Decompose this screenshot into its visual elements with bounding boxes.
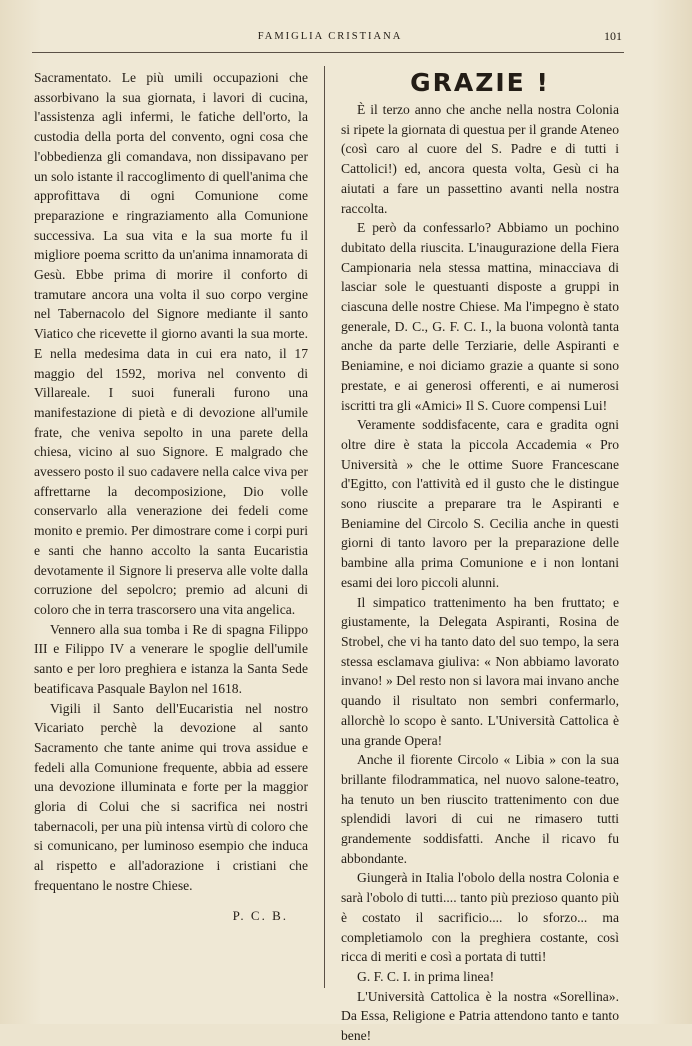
right-paragraph-4: Il simpatico trattenimento ha ben fruttato; e giustamente, la Delegata Aspiranti, Rosina de Strobel, che vi ha tanto dato del suo tempo, la sera stessa esclamava giuliva: « Non abbiamo lavorato invano! » Del resto non si lavora mai invano anche quando il risultato non sembri confermarlo, allorchè lo scopo è santo. L'Università Cattolica è una grande Opera! — [341, 594, 619, 748]
right-paragraph-7: G. F. C. I. in prima linea! — [357, 968, 495, 984]
running-head: FAMIGLIA CRISTIANA — [257, 31, 403, 42]
right-column — [341, 68, 619, 1046]
article-title: GRAZIE ! — [410, 68, 550, 97]
page-number: 101 — [604, 29, 622, 43]
right-paragraph-2: E però da confessarlo? Abbiamo un pochino dubitato della riuscita. L'inaugurazione della Fiera Campionaria nela stessa mattina, minacciava di lasciar sole le questuanti disposte a gruppi in ciascuna delle nostre Chiese. Ma l'impegno è stato generale, D. C., G. F. C. I., la buona volontà tanta anche da parte delle Terziarie, delle Aspiranti e Beniamine, e noi diciamo grazie a quante si sono prestate, e ai generosi offerenti, e ai numerosi iscritti tra gli «Amici» Il S. Cuore compensi Lui! — [341, 220, 619, 413]
right-paragraph-6: Giungerà in Italia l'obolo della nostra Colonia e sarà l'obolo di tutti.... tanto più prezioso quanto più è costato il sacrificio.... lo sforzo... ma completiamolo con la preghiera costante, così ricca di meriti e così a portata di tutti! — [341, 870, 619, 965]
left-paragraph-1: Sacramentato. Le più umili occupazioni che assorbivano la sua giornata, i lavori di cucina, l'assistenza agli infermi, le fatiche dell'orto, la custodia della porta del convento, ogni cosa che l'obbedienza gli comandava, non dissipavano per un solo istante il raccoglimento di quell'anima che approfittava di ogni Comunione come preparazione e ringraziamento alla Comunione successiva. La sua vita e la sua morte fu il migliore poema scritto da un'anima innamorata di Gesù. Ebbe prima di morire il conforto di tramutare ancora una volta il suo corpo vergine nel Tabernacolo del Signore mediante il santo Viatico che ricevette il giorno avanti la sua morte. E nella medesima data in cui era nato, il 17 maggio del 1592, moriva nel convento di Villareale. I suoi funerali furono una manifestazione di pietà e di devozione all'umile frate, che veniva sepolto in una parete della chiesa, vicino al suo Signore. E malgrado che avessero posto il suo cadavere nella calce viva per affrettarne la decomposizione, Dio volle conservarlo alla venerazione dei fedeli come monito e premio. Per dimostrare come i corpi puri e santi che hanno accolto la santa Eucaristia devotamente il Signore li preserva alle volte dalla corruzione del sepolcro; premio ad alcuni di coloro che in terra trascorsero una vita angelica. — [34, 70, 308, 617]
column-divider — [324, 66, 325, 988]
left-paragraph-2: Vennero alla sua tomba i Re di spagna Filippo III e Filippo IV a venerare le spoglie dell'umile santo e per loro preghiera e istanza la Santa Sede beatificava Pasquale Baylon nel 1618. — [34, 621, 308, 696]
right-paragraph-1: È il terzo anno che anche nella nostra Colonia si ripete la giornata di questua per il grande Ateneo (così caro al cuore del S. Padre e di tutti i Cattolici!) ed, ancora questa volta, Gesù ci ha aiutati a fare un passettino avanti nella nostra raccolta. — [341, 102, 619, 216]
left-column — [34, 68, 308, 925]
right-paragraph-8: L'Università Cattolica è la nostra «Sorellina». Da Essa, Religione e Patria attendono tanto e tanto bene! — [341, 988, 619, 1044]
page-header — [0, 31, 692, 47]
header-rule — [32, 52, 624, 53]
right-paragraph-3: Veramente soddisfacente, cara e gradita ogni oltre dire è stata la piccola Accademia « Pro Università » che le ottime Suore Francescane d'Egitto, con l'attività ed il gusto che le distingue sono riuscite a preparare tra le Aspiranti e Beniamine del Circolo S. Cecilia anche in questi giorni di tanto lavoro per la preparazione delle bambine alla prima Comunione e i non lontani esami dei loro piccoli alunni. — [341, 417, 619, 590]
left-paragraph-3: Vigili il Santo dell'Eucaristia nel nostro Vicariato perchè la devozione al santo Sacramento che tante anime qui trova assidue e fedeli alla Comunione frequente, abbia ad essere una devozione illuminata e forte per la maggior gloria di Colui che si sacrifica nei nostri tabernacoli, per una più intensa virtù di coloro che si comunicano, per luminoso esempio che induca al rispetto e all'adorazione i cristiani che frequentano le nostre Chiese. — [34, 700, 308, 893]
right-paragraph-5: Anche il fiorente Circolo « Libia » con la sua brillante filodrammatica, nel nuovo salone-teatro, ha tenuto un ben riuscito trattenimento con due splendidi lavori di cui ne rimasero tutti grandemente soddisfatti. Anche il ricavo fu abbondante. — [341, 752, 619, 866]
signature: P. C. B. — [232, 907, 288, 923]
